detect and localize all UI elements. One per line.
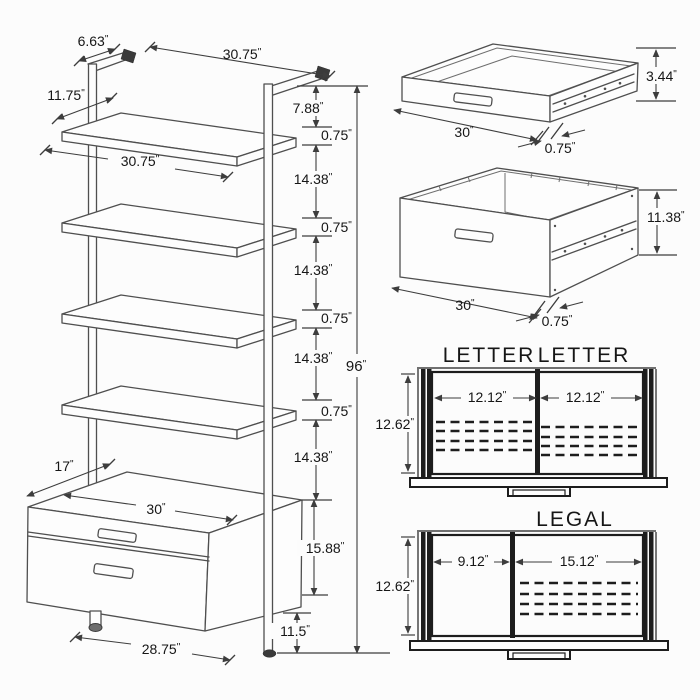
letter-drawer-handle: [508, 487, 570, 496]
dim-shelf-thickness-4: 0.75": [321, 403, 352, 419]
legal-file-top-view: [366, 508, 668, 659]
dim-cabinet-depth: 17": [54, 458, 74, 474]
legal-drawer-front: [410, 641, 668, 650]
letter-drawer-front: [410, 478, 667, 487]
dim-leg-clearance: 11.5": [280, 623, 310, 639]
dim-arm-depth: 6.63": [77, 33, 109, 49]
legal-label: LEGAL: [536, 508, 614, 531]
dim-top-width: 30.75": [222, 46, 262, 62]
letter-label-left: LETTER: [442, 344, 536, 367]
dim-overall-height: 96": [345, 358, 367, 375]
dim-shallow-height: 3.44": [646, 68, 677, 84]
letter-divider: [535, 369, 540, 475]
letter-label-right: LETTER: [537, 344, 631, 367]
legal-drawer-handle: [508, 650, 570, 659]
dim-letter-depth: 12.62": [375, 416, 414, 432]
dim-shallow-front-thickness: 0.75": [544, 140, 576, 156]
dim-shelf-gap-2: 14.38": [293, 262, 333, 278]
shallow-drawer-drawing: [394, 44, 684, 156]
dim-letter-right-width: 12.12": [565, 389, 605, 405]
dim-legal-depth: 12.62": [375, 578, 414, 594]
dim-legal-right-width: 15.12": [559, 553, 599, 569]
dim-deep-height: 11.38": [647, 209, 685, 225]
dim-shelf-gap-3: 14.38": [293, 350, 333, 366]
dim-frame-depth: 11.75": [47, 87, 85, 103]
dim-shelf-thickness-2: 0.75": [321, 219, 352, 235]
deep-drawer-drawing: [392, 168, 691, 329]
legal-divider: [510, 532, 515, 638]
dim-shelf-thickness-1: 0.75": [321, 127, 352, 143]
dim-letter-left-width: 12.12": [467, 389, 507, 405]
right-post-foot: [263, 650, 276, 658]
dim-shelf-thickness-3: 0.75": [321, 310, 352, 326]
dim-shelf-gap-4: 14.38": [293, 449, 333, 465]
dim-base-width: 28.75": [141, 641, 181, 657]
dim-deep-front-thickness: 0.75": [541, 313, 573, 329]
dim-shallow-width: 30": [454, 124, 474, 140]
dim-top-gap: 7.88": [292, 100, 324, 116]
dim-cabinet-width: 30": [146, 501, 166, 517]
right-post: [264, 84, 273, 652]
dim-shelf-gap-1: 14.38": [293, 171, 333, 187]
letter-file-top-view: [366, 344, 667, 496]
dim-cabinet-height: 15.88": [305, 540, 345, 556]
dim-deep-width: 30": [455, 297, 475, 313]
cabinet-leg-foot: [89, 624, 102, 632]
shelf-unit-drawing: [27, 49, 330, 657]
dim-legal-left-width: 9.12": [457, 553, 489, 569]
dim-shelf-width: 30.75": [120, 153, 160, 169]
